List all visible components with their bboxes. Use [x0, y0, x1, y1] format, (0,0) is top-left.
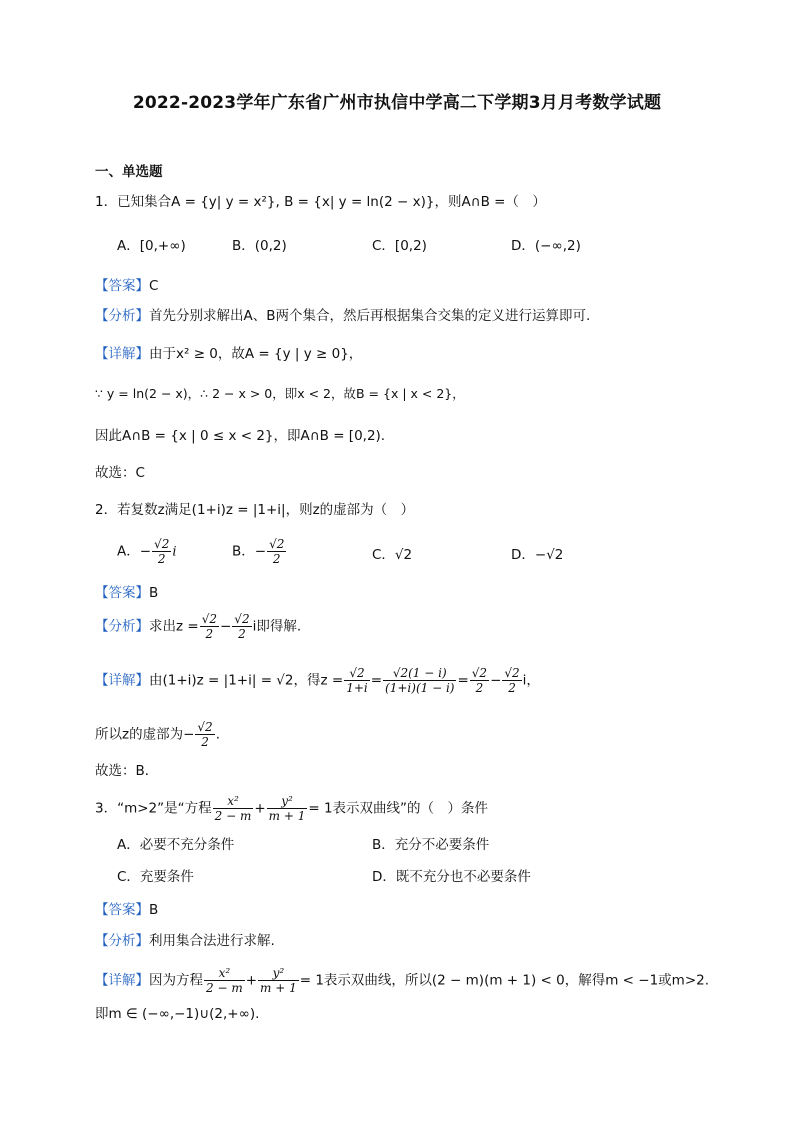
equals-sign: = — [457, 672, 469, 689]
q2-detail — [95, 666, 540, 695]
minus-sign: − — [490, 672, 502, 689]
q3-detail-post: = 1表示双曲线，所以(2 − m)(m + 1) < 0，解得m < −1或m>2. — [299, 972, 710, 989]
plus-sign: + — [254, 800, 266, 817]
equals-sign: = — [370, 672, 383, 689]
q2-option-b — [232, 537, 287, 566]
q3-option-b: B．充分不必要条件 — [372, 837, 490, 853]
fraction — [213, 794, 254, 823]
fraction-numerator: √2 — [269, 537, 285, 551]
fraction-numerator: y² — [267, 794, 308, 809]
fraction — [383, 666, 456, 695]
fraction-numerator: √2 — [344, 666, 370, 681]
question-3-stem — [95, 794, 488, 823]
fraction-denominator: 2 — [238, 627, 246, 641]
fraction-numerator: √2(1 − i) — [383, 666, 456, 681]
q3-final: 即m ∈ (−∞,−1)∪(2,+∞). — [95, 1006, 260, 1022]
fraction-denominator: 2 — [157, 552, 166, 566]
q2-option-c: C．√2 — [372, 547, 413, 563]
fraction-denominator: (1+i)(1 − i) — [385, 681, 455, 695]
q2-option-a — [117, 537, 177, 566]
fraction-denominator: m + 1 — [260, 981, 297, 995]
fraction-numerator: √2 — [154, 537, 170, 551]
q2-option-b-prefix: B．− — [232, 543, 267, 560]
section-heading: 一、单选题 — [95, 164, 163, 180]
q2-option-d: D．−√2 — [511, 547, 564, 563]
fraction — [470, 666, 489, 695]
detail-label: 【详解】 — [95, 346, 149, 362]
q1-detail-2: ∵ y = ln(2 − x)，∴ 2 − x > 0，即x < 2，故B = {x | x < 2}， — [95, 386, 465, 401]
q2-analysis-post: i即得解. — [252, 618, 302, 635]
q2-imag-part — [95, 720, 220, 749]
q3-option-a: A．必要不充分条件 — [117, 837, 235, 853]
q1-detail-1 — [95, 344, 362, 364]
answer-label: 【答案】 — [95, 585, 149, 601]
answer-label: 【答案】 — [95, 902, 149, 918]
fraction-denominator: 2 — [475, 681, 484, 695]
fraction — [232, 612, 251, 641]
fraction-numerator: y² — [258, 966, 299, 981]
q1-detail-1-text: 由于x² ≥ 0，故A = {y | y ≥ 0}， — [149, 346, 363, 362]
fraction-numerator: √2 — [504, 666, 520, 680]
fraction — [267, 537, 286, 566]
q1-analysis-text: 首先分别求解出A、B两个集合，然后再根据集合交集的定义进行运算即可. — [149, 308, 591, 324]
q1-option-a: A．[0,+∞) — [117, 238, 186, 254]
q1-analysis — [95, 306, 590, 326]
fraction-numerator: x² — [213, 794, 254, 809]
q2-imag-pre: 所以z的虚部为− — [95, 726, 195, 743]
fraction-denominator: 2 — [205, 627, 214, 641]
fraction-denominator: 2 − m — [206, 981, 243, 995]
q2-detail-pre: 由(1+i)z = |1+i| = √2，得z = — [149, 672, 344, 689]
q3-stem-pre: 3．“m>2”是“方程 — [95, 800, 212, 817]
plus-sign: + — [245, 972, 258, 989]
q3-option-c: C．充要条件 — [117, 869, 194, 885]
q3-answer — [95, 900, 158, 920]
analysis-label: 【分析】 — [95, 933, 149, 949]
fraction — [204, 966, 245, 995]
fraction-denominator: 2 − m — [214, 809, 252, 823]
fraction — [344, 666, 370, 695]
q3-stem-post: = 1表示双曲线”的（ ）条件 — [308, 800, 489, 817]
answer-label: 【答案】 — [95, 278, 149, 294]
fraction-numerator: x² — [204, 966, 245, 981]
q1-option-b: B．(0,2) — [232, 238, 287, 254]
fraction — [200, 612, 219, 641]
fraction — [502, 666, 521, 695]
fraction — [267, 794, 308, 823]
q2-answer-value: B — [149, 585, 159, 601]
fraction-numerator: √2 — [197, 720, 213, 734]
analysis-label: 【分析】 — [95, 618, 149, 635]
q2-analysis-pre: 求出z = — [149, 618, 199, 635]
fraction-denominator: 2 — [508, 681, 516, 695]
fraction-denominator: m + 1 — [268, 809, 306, 823]
q2-option-a-suffix: i — [172, 544, 177, 560]
question-1-stem: 1．已知集合A = {y| y = x²}, B = {x| y = ln(2 − x)}，则A∩B =（ ） — [95, 194, 546, 210]
q2-imag-end: . — [215, 726, 220, 743]
q2-analysis — [95, 612, 301, 641]
q3-option-d: D．既不充分也不必要条件 — [372, 869, 531, 885]
q2-option-a-prefix: A．− — [117, 543, 152, 560]
q3-answer-value: B — [149, 902, 159, 918]
q3-analysis-text: 利用集合法进行求解. — [149, 933, 275, 949]
q1-answer — [95, 276, 158, 296]
q3-analysis — [95, 931, 275, 951]
fraction — [258, 966, 299, 995]
q2-choose: 故选：B． — [95, 763, 159, 779]
fraction-numerator: √2 — [201, 612, 217, 626]
q1-answer-value: C — [149, 278, 159, 294]
analysis-label: 【分析】 — [95, 308, 149, 324]
q1-choose: 故选：C — [95, 465, 145, 481]
q3-detail — [95, 966, 709, 995]
q1-option-c: C．[0,2) — [372, 238, 427, 254]
q2-answer — [95, 583, 158, 603]
q2-detail-end: i， — [522, 672, 540, 689]
q1-detail-3: 因此A∩B = {x | 0 ≤ x < 2}，即A∩B = [0,2). — [95, 428, 386, 444]
fraction-denominator: 1+i — [346, 681, 368, 695]
q3-detail-pre: 因为方程 — [149, 972, 203, 989]
question-2-stem: 2．若复数z满足(1+i)z = |1+i|，则z的虚部为（ ） — [95, 502, 415, 518]
fraction-denominator: 2 — [272, 552, 281, 566]
fraction — [152, 537, 171, 566]
minus-sign: − — [219, 618, 232, 635]
fraction — [195, 720, 214, 749]
page-title: 2022-2023学年广东省广州市执信中学高二下学期3月月考数学试题 — [132, 93, 662, 113]
fraction-denominator: 2 — [201, 735, 209, 749]
fraction-numerator: √2 — [471, 666, 488, 680]
q1-option-d: D．(−∞,2) — [511, 238, 581, 254]
detail-label: 【详解】 — [95, 972, 149, 989]
fraction-numerator: √2 — [234, 612, 250, 626]
detail-label: 【详解】 — [95, 672, 149, 689]
